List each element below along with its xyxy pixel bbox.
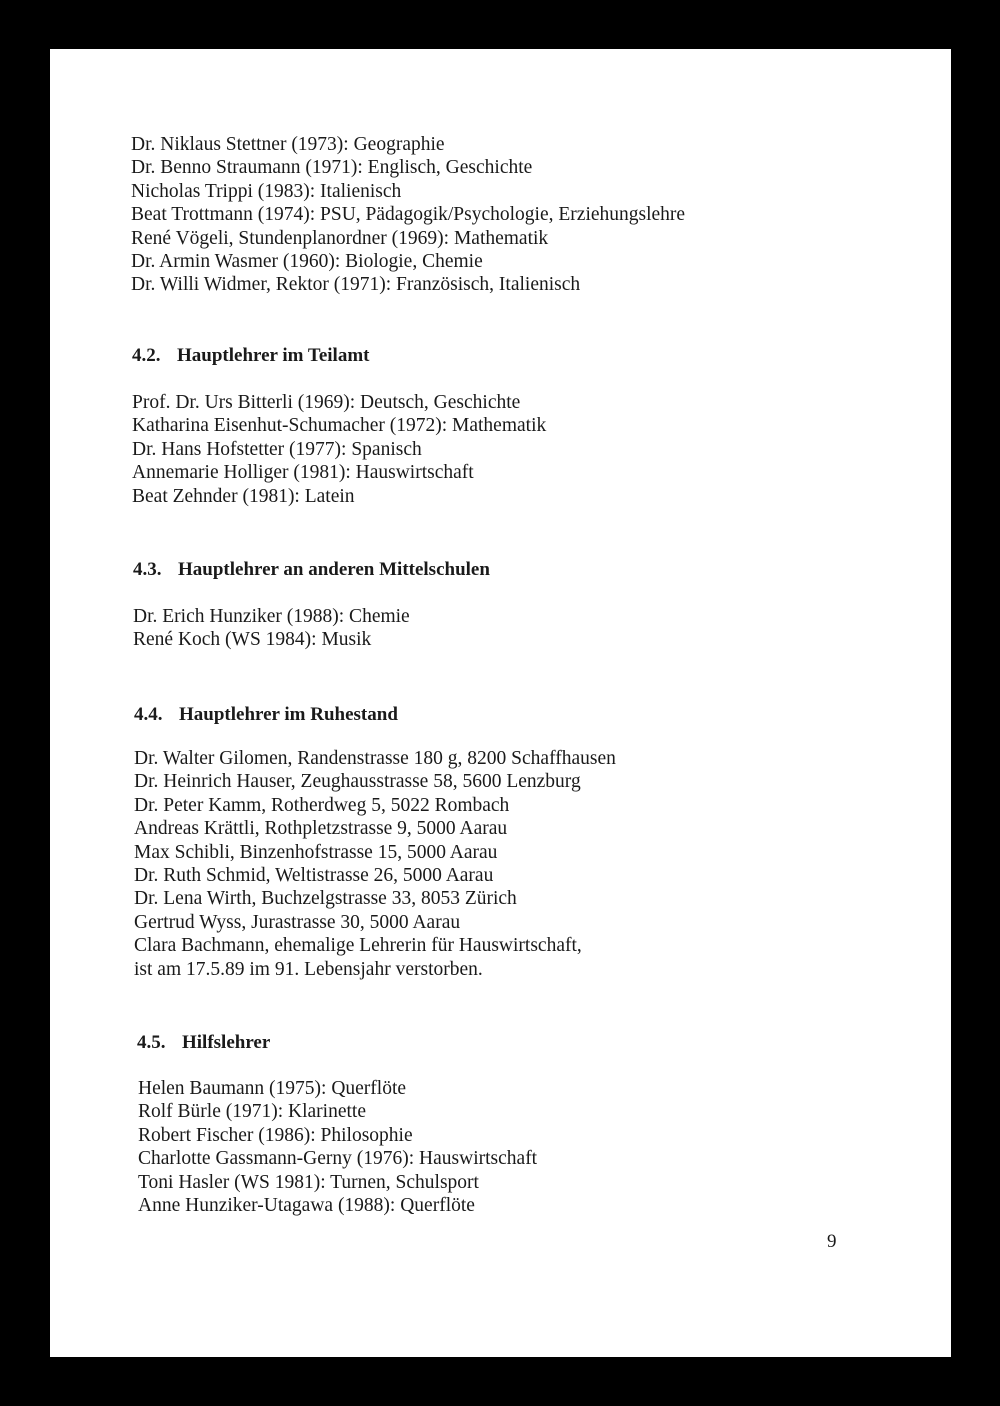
section-title: Hauptlehrer an anderen Mittelschulen bbox=[178, 559, 490, 580]
section-heading-4-2 bbox=[132, 345, 369, 367]
list-item: Clara Bachmann, ehemalige Lehrerin für Hauswirtschaft, bbox=[134, 935, 582, 957]
list-item: Dr. Walter Gilomen, Randenstrasse 180 g, 8200 Schaffhausen bbox=[134, 748, 616, 769]
teacher-list-main bbox=[131, 133, 931, 297]
list-item: Dr. Ruth Schmid, Weltistrasse 26, 5000 Aarau bbox=[134, 865, 494, 887]
list-item: Nicholas Trippi (1983): Italienisch bbox=[131, 180, 402, 202]
list-item: Dr. Armin Wasmer (1960): Biologie, Chemie bbox=[131, 251, 483, 273]
section-title: Hilfslehrer bbox=[182, 1032, 271, 1053]
list-item: Robert Fischer (1986): Philosophie bbox=[138, 1124, 413, 1146]
list-item: Katharina Eisenhut-Schumacher (1972): Mathematik bbox=[132, 415, 547, 437]
section-list-4-4 bbox=[134, 747, 934, 981]
list-item: Dr. Erich Hunziker (1988): Chemie bbox=[133, 606, 410, 627]
list-item: Beat Trottmann (1974): PSU, Pädagogik/Psychologie, Erziehungslehre bbox=[131, 204, 686, 226]
section-list-4-3 bbox=[133, 605, 933, 652]
section-heading-4-5 bbox=[137, 1032, 270, 1054]
list-item: Rolf Bürle (1971): Klarinette bbox=[138, 1101, 366, 1123]
section-number: 4.4. bbox=[134, 704, 163, 725]
list-item: ist am 17.5.89 im 91. Lebensjahr verstorben. bbox=[134, 958, 483, 980]
section-title: Hauptlehrer im Ruhestand bbox=[179, 704, 398, 725]
section-number: 4.3. bbox=[133, 559, 162, 580]
list-item: Helen Baumann (1975): Querflöte bbox=[138, 1078, 407, 1099]
section-number: 4.2. bbox=[132, 345, 161, 366]
section-title: Hauptlehrer im Teilamt bbox=[177, 345, 370, 366]
list-item: Dr. Willi Widmer, Rektor (1971): Französisch, Italienisch bbox=[131, 274, 581, 296]
list-item: Gertrud Wyss, Jurastrasse 30, 5000 Aarau bbox=[134, 911, 461, 933]
list-item: Dr. Lena Wirth, Buchzelgstrasse 33, 8053 Zürich bbox=[134, 888, 517, 910]
section-list-4-2 bbox=[132, 391, 932, 508]
list-item: René Koch (WS 1984): Musik bbox=[133, 629, 372, 651]
document-page bbox=[50, 49, 951, 1357]
list-item: Toni Hasler (WS 1981): Turnen, Schulsport bbox=[138, 1171, 479, 1193]
section-number: 4.5. bbox=[137, 1032, 166, 1053]
section-heading-4-4 bbox=[134, 704, 398, 726]
list-item: Anne Hunziker-Utagawa (1988): Querflöte bbox=[138, 1195, 475, 1217]
list-item: Prof. Dr. Urs Bitterli (1969): Deutsch, Geschichte bbox=[132, 392, 521, 413]
section-list-4-5 bbox=[138, 1077, 938, 1217]
list-item: Max Schibli, Binzenhofstrasse 15, 5000 Aarau bbox=[134, 841, 498, 863]
list-item: Charlotte Gassmann-Gerny (1976): Hauswirtschaft bbox=[138, 1148, 538, 1170]
list-item: Dr. Niklaus Stettner (1973): Geographie bbox=[131, 134, 445, 155]
list-item: Dr. Hans Hofstetter (1977): Spanisch bbox=[132, 438, 422, 460]
list-item: Annemarie Holliger (1981): Hauswirtschaft bbox=[132, 462, 474, 484]
list-item: Dr. Heinrich Hauser, Zeughausstrasse 58, 5600 Lenzburg bbox=[134, 771, 581, 793]
list-item: Dr. Peter Kamm, Rotherdweg 5, 5022 Rombach bbox=[134, 794, 510, 816]
list-item: René Vögeli, Stundenplanordner (1969): Mathematik bbox=[131, 227, 549, 249]
list-item: Dr. Benno Straumann (1971): Englisch, Geschichte bbox=[131, 157, 533, 179]
list-item: Beat Zehnder (1981): Latein bbox=[132, 485, 355, 507]
list-item: Andreas Krättli, Rothpletzstrasse 9, 5000 Aarau bbox=[134, 818, 508, 840]
section-heading-4-3 bbox=[133, 559, 490, 581]
page-number: 9 bbox=[827, 1231, 837, 1252]
